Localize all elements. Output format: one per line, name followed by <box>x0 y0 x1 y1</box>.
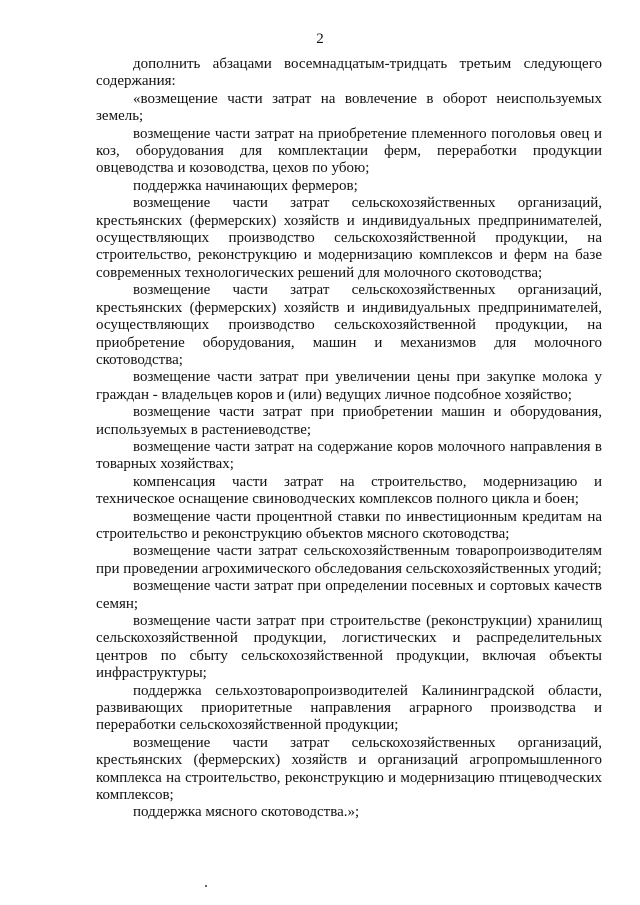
paragraph: возмещение части затрат при определении посевных и сортовых качеств семян; <box>96 578 602 612</box>
paragraph: возмещение части затрат сельскохозяйственных организаций, крестьянских (фермерских) хозяйств и индивидуальных предпринимателей, осуществляющих производство сельскохозяйственной продукции, на строительство, реконструкцию и модернизацию комплексов и ферм на базе современных технологических решений для молочного скотоводства; <box>96 195 602 281</box>
paragraph: поддержка мясного скотоводства.»; <box>133 804 360 821</box>
paragraph: дополнить абзацами восемнадцатым-тридцать третьим следующего содержания: <box>96 56 602 90</box>
paragraph: «возмещение части затрат на вовлечение в оборот неиспользуемых земель; <box>96 90 602 125</box>
scan-speck <box>205 885 207 887</box>
paragraph: возмещение части затрат при приобретении машин и оборудования, используемых в растениеводстве; <box>96 404 602 438</box>
paragraph: поддержка начинающих фермеров; <box>133 177 358 194</box>
paragraph: возмещение части процентной ставки по инвестиционным кредитам на строительство и реконструкцию объектов мясного скотоводства; <box>96 508 602 542</box>
paragraph: поддержка сельхозтоваропроизводителей Калининградской области, развивающих приоритетные направления аграрного производства и переработки сельскохозяйственной продукции; <box>96 682 602 734</box>
paragraph: возмещение части затрат на содержание коров молочного направления в товарных хозяйствах; <box>96 438 602 473</box>
paragraph: компенсация части затрат на строительство, модернизацию и техническое оснащение свиноводческих комплексов полного цикла и боен; <box>96 473 602 508</box>
paragraph: возмещение части затрат сельскохозяйственных организаций, крестьянских (фермерских) хозяйств и индивидуальных предпринимателей, осуществляющих производство сельскохозяйственной продукции, на приобретение оборудования, машин и механизмов для молочного скотоводства; <box>96 282 602 368</box>
paragraph: возмещение части затрат при строительстве (реконструкции) хранилищ сельскохозяйственной продукции, логистических и распределительных центров по сбыту сельскохозяйственной продукции, включая объекты инфраструктуры; <box>96 613 602 682</box>
document-body <box>96 56 602 822</box>
paragraph: возмещение части затрат сельскохозяйственных организаций, крестьянских (фермерских) хозяйств и организаций агропромышленного комплекса на строительство, реконструкцию и модернизацию птицеводческих комплексов; <box>96 734 602 804</box>
paragraph: возмещение части затрат при увеличении цены при закупке молока у граждан - владельцев коров и (или) ведущих личное подсобное хозяйство; <box>96 369 602 403</box>
page-number: 2 <box>316 31 324 47</box>
paragraph: возмещение части затрат на приобретение племенного поголовья овец и коз, оборудования для комплектации ферм, переработки продукции овцеводства и козоводства, цехов по убою; <box>96 125 602 177</box>
paragraph: возмещение части затрат сельскохозяйственным товаропроизводителям при проведении агрохимического обследования сельскохозяйственных угодий; <box>96 543 602 577</box>
